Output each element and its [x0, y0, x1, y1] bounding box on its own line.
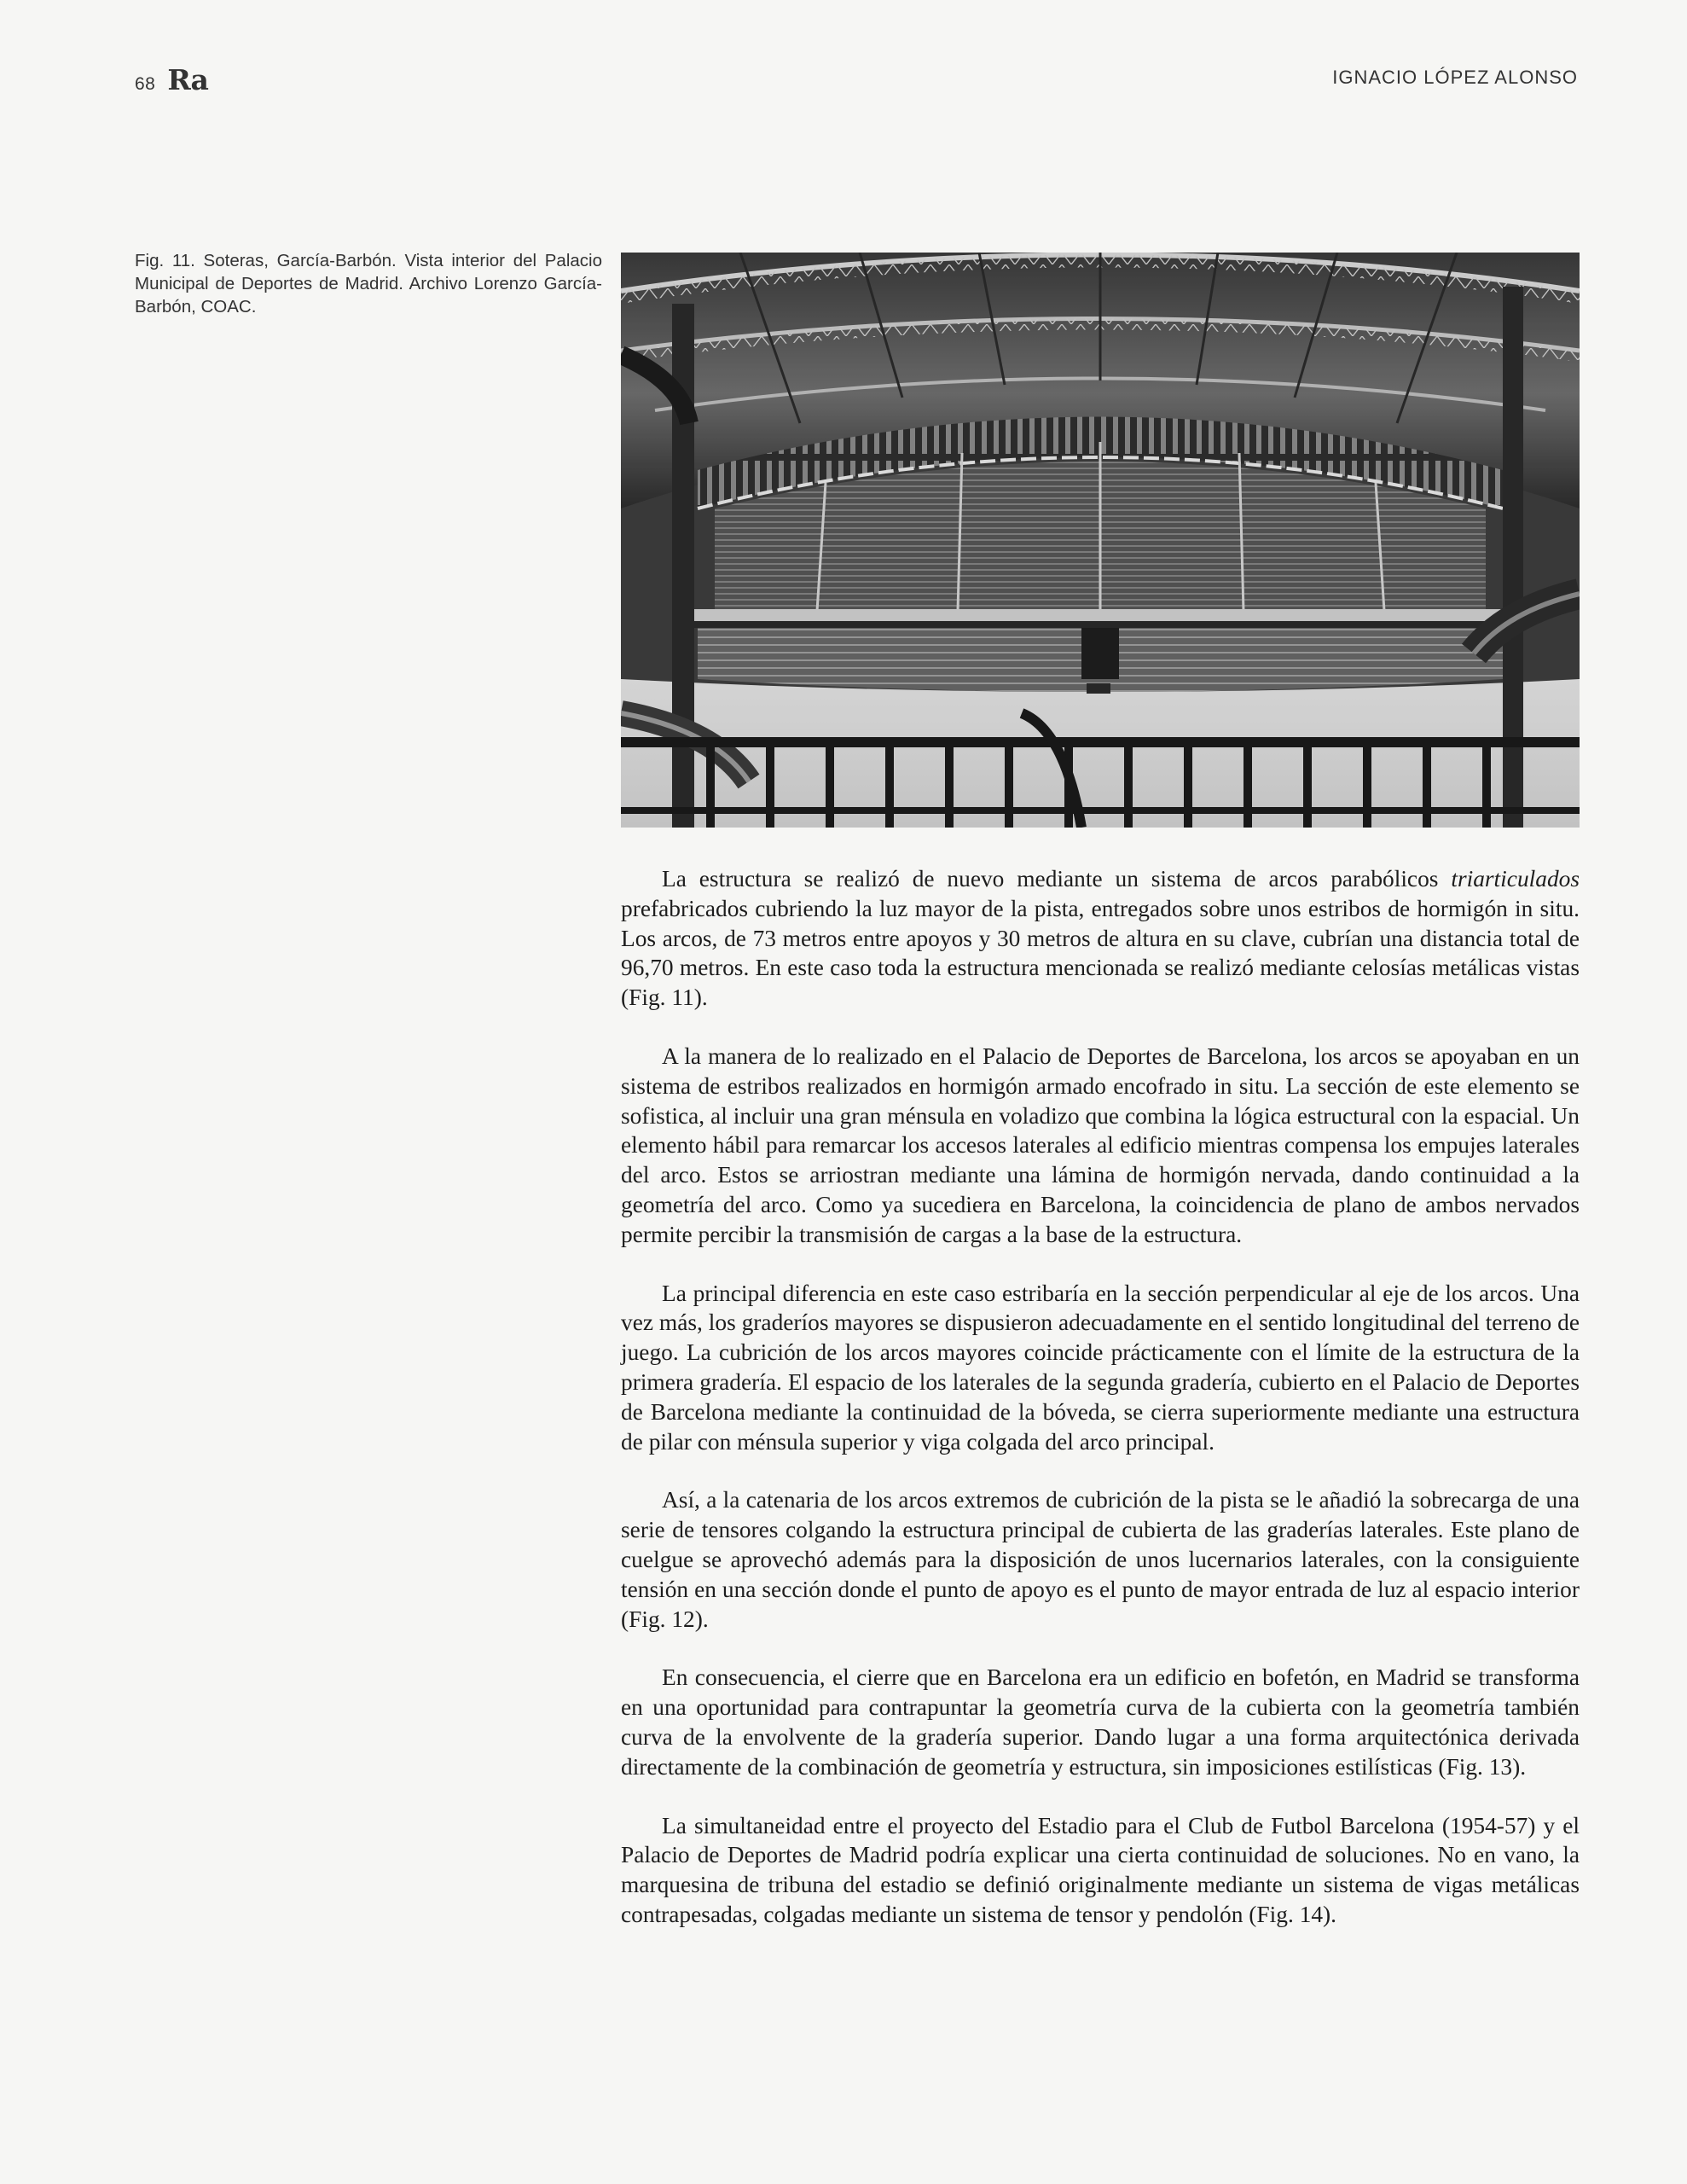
page-header-left [135, 63, 208, 96]
figure-photo-arena-interior [621, 253, 1580, 828]
page-number: 68 [135, 74, 156, 94]
running-header-author: IGNACIO LÓPEZ ALONSO [1332, 67, 1578, 88]
body-paragraph-5: En consecuencia, el cierre que en Barcelona era un edificio en bofetón, en Madrid se transforma en una oportunidad para contrapuntar la geometría curva de la cubierta con la geometría también curva de la envolvente de la gradería superior. Dando lugar a una forma arquitectónica derivada directamente de la combinación de geometría y estructura, sin imposiciones estilísticas (Fig. 13). [621, 1664, 1580, 1780]
paragraph-1-italic-term: triarticulados [1451, 866, 1580, 892]
body-paragraph-3: La principal diferencia en este caso estribaría en la sección perpendicular al eje de los arcos. Una vez más, los graderíos mayores se dispusieron adecuadamente en el sentido longitudinal del terreno de juego. La cubrición de los arcos mayores coincide prácticamente con el límite de la estructura de la primera gradería. El espacio de los laterales de la segunda gradería, cubierto en el Palacio de Deportes de Barcelona mediante la continuidad de la bóveda, se cierra superiormente mediante una estructura de pilar con ménsula superior y viga colgada del arco principal. [621, 1280, 1580, 1455]
body-paragraph-4: Así, a la catenaria de los arcos extremos de cubrición de la pista se le añadió la sobrecarga de una serie de tensores colgando la estructura principal de cubierta de las graderías laterales. Este plano de cuelgue se aprovechó además para la disposición de unos lucernarios laterales, con la consiguiente tensión en una sección donde el punto de apoyo es el punto de mayor entrada de luz al espacio interior (Fig. 12). [621, 1487, 1580, 1632]
body-paragraph-2: A la manera de lo realizado en el Palacio de Deportes de Barcelona, los arcos se apoyaban en un sistema de estribos realizados en hormigón armado encofrado in situ. La sección de este elemento se sofistica, al incluir una gran ménsula en voladizo que combina la lógica estructural con la espacial. Un elemento hábil para remarcar los accesos laterales al edificio mientras compensa los empujes laterales del arco. Estos se arriostran mediante una lámina de hormigón nervada, dando continuidad a la geometría del arco. Como ya sucediera en Barcelona, la coincidencia de plano de ambos nervados permite percibir la transmisión de cargas a la base de la estructura. [621, 1043, 1580, 1247]
article-body [621, 864, 1580, 1930]
body-paragraph-6: La simultaneidad entre el proyecto del Estadio para el Club de Futbol Barcelona (1954-57) y el Palacio de Deportes de Madrid podría explicar una cierta continuidad de soluciones. No en vano, la marquesina de tribuna del estadio se definió originalmente mediante un sistema de vigas metálicas contrapesadas, colgadas mediante un sistema de tensor y pendolón (Fig. 14). [621, 1812, 1580, 1927]
paragraph-1-end: prefabricados cubriendo la luz mayor de la pista, entregados sobre unos estribos de hormigón in situ. Los arcos, de 73 metros entre apoyos y 30 metros de altura en su clave, cubrían una distancia total de 96,70 metros. En este caso toda la estructura mencionada se realizó mediante celosías metálicas vistas (Fig. 11). [621, 895, 1580, 1011]
figure-caption: Fig. 11. Soteras, García-Barbón. Vista interior del Palacio Municipal de Deportes de Madrid. Archivo Lorenzo García-Barbón, COAC. [135, 251, 602, 317]
journal-logo: Ra [167, 63, 208, 96]
paragraph-1-start: La estructura se realizó de nuevo mediante un sistema de arcos parabólicos [662, 866, 1452, 892]
body-paragraph-1 [621, 864, 1580, 1013]
